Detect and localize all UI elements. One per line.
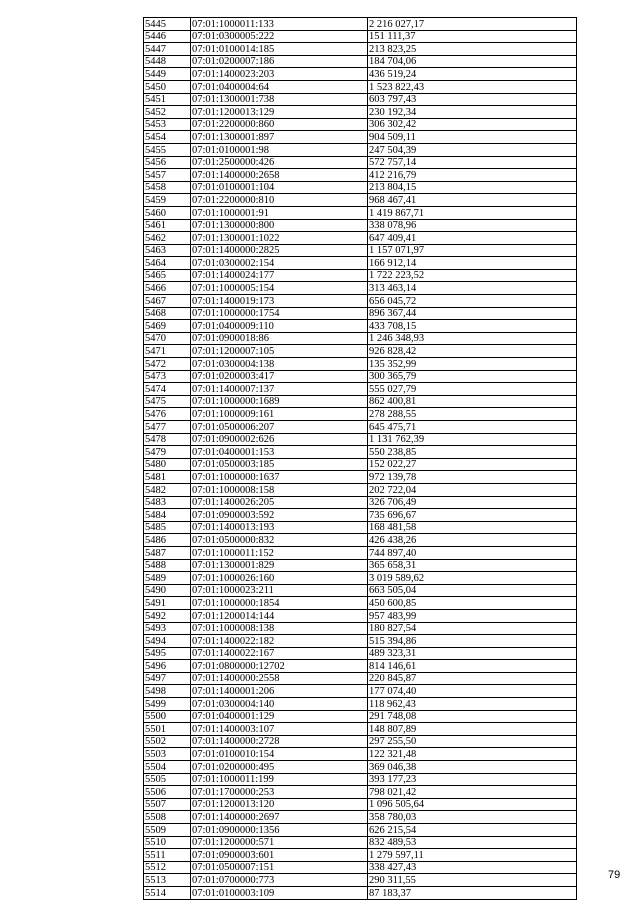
row-number-cell: 5467 bbox=[144, 295, 191, 308]
row-number-cell: 5491 bbox=[144, 597, 191, 610]
row-number-cell: 5470 bbox=[144, 332, 191, 345]
table-row bbox=[144, 169, 577, 182]
cadastral-number-cell: 07:01:1000000:1854 bbox=[191, 597, 368, 610]
cadastral-number-cell: 07:01:2500000:426 bbox=[191, 156, 368, 169]
row-number-cell: 5511 bbox=[144, 849, 191, 862]
cadastral-number-cell: 07:01:0400001:153 bbox=[191, 446, 368, 459]
row-number-cell: 5489 bbox=[144, 572, 191, 585]
table-row bbox=[144, 408, 577, 421]
cadastral-number-cell: 07:01:1000023:211 bbox=[191, 584, 368, 597]
table-row bbox=[144, 55, 577, 68]
cadastral-value-cell: 814 146,61 bbox=[368, 660, 577, 673]
row-number-cell: 5466 bbox=[144, 282, 191, 295]
cadastral-value-cell: 2 216 027,17 bbox=[368, 18, 577, 31]
cadastral-number-cell: 07:01:0500003:185 bbox=[191, 458, 368, 471]
row-number-cell: 5492 bbox=[144, 609, 191, 622]
cadastral-value-cell: 118 962,43 bbox=[368, 698, 577, 711]
cadastral-number-cell: 07:01:1200013:120 bbox=[191, 798, 368, 811]
page-number: 79 bbox=[608, 869, 621, 881]
cadastral-number-cell: 07:01:0300005:222 bbox=[191, 30, 368, 43]
table-row bbox=[144, 131, 577, 144]
table-row bbox=[144, 257, 577, 270]
cadastral-value-cell: 87 183,37 bbox=[368, 886, 577, 899]
cadastral-number-cell: 07:01:0900003:601 bbox=[191, 849, 368, 862]
cadastral-number-cell: 07:01:0100010:154 bbox=[191, 748, 368, 761]
cadastral-value-cell: 306 302,42 bbox=[368, 118, 577, 131]
row-number-cell: 5465 bbox=[144, 269, 191, 282]
cadastral-value-cell: 550 238,85 bbox=[368, 446, 577, 459]
cadastral-value-cell: 290 311,55 bbox=[368, 874, 577, 887]
row-number-cell: 5453 bbox=[144, 118, 191, 131]
table-row bbox=[144, 269, 577, 282]
table-row bbox=[144, 761, 577, 774]
cadastral-number-cell: 07:01:0200000:495 bbox=[191, 761, 368, 774]
row-number-cell: 5499 bbox=[144, 698, 191, 711]
table-row bbox=[144, 68, 577, 81]
row-number-cell: 5503 bbox=[144, 748, 191, 761]
cadastral-value-cell: 313 463,14 bbox=[368, 282, 577, 295]
cadastral-number-cell: 07:01:0300002:154 bbox=[191, 257, 368, 270]
cadastral-number-cell: 07:01:1300001:897 bbox=[191, 131, 368, 144]
cadastral-value-cell: 647 409,41 bbox=[368, 232, 577, 245]
cadastral-number-cell: 07:01:0300004:138 bbox=[191, 358, 368, 371]
row-number-cell: 5472 bbox=[144, 358, 191, 371]
cadastral-value-cell: 1 523 822,43 bbox=[368, 80, 577, 93]
cadastral-number-cell: 07:01:0800000:12702 bbox=[191, 660, 368, 673]
table-row bbox=[144, 295, 577, 308]
row-number-cell: 5477 bbox=[144, 421, 191, 434]
table-row bbox=[144, 886, 577, 899]
cadastral-value-cell: 1 722 223,52 bbox=[368, 269, 577, 282]
table-row bbox=[144, 483, 577, 496]
row-number-cell: 5496 bbox=[144, 660, 191, 673]
cadastral-number-cell: 07:01:0100001:98 bbox=[191, 143, 368, 156]
table-row bbox=[144, 698, 577, 711]
cadastral-value-cell: 291 748,08 bbox=[368, 710, 577, 723]
cadastral-value-cell: 369 046,38 bbox=[368, 761, 577, 774]
table-row bbox=[144, 219, 577, 232]
table-row bbox=[144, 748, 577, 761]
table-row bbox=[144, 345, 577, 358]
row-number-cell: 5464 bbox=[144, 257, 191, 270]
cadastral-number-cell: 07:01:1400000:2658 bbox=[191, 169, 368, 182]
cadastral-number-cell: 07:01:0200007:186 bbox=[191, 55, 368, 68]
row-number-cell: 5448 bbox=[144, 55, 191, 68]
table-row bbox=[144, 194, 577, 207]
cadastral-number-cell: 07:01:2200000:860 bbox=[191, 118, 368, 131]
row-number-cell: 5483 bbox=[144, 496, 191, 509]
row-number-cell: 5498 bbox=[144, 685, 191, 698]
cadastral-value-cell: 3 019 589,62 bbox=[368, 572, 577, 585]
row-number-cell: 5482 bbox=[144, 483, 191, 496]
row-number-cell: 5475 bbox=[144, 395, 191, 408]
table-row bbox=[144, 534, 577, 547]
cadastral-value-cell: 393 177,23 bbox=[368, 773, 577, 786]
row-number-cell: 5454 bbox=[144, 131, 191, 144]
table-row bbox=[144, 647, 577, 660]
cadastral-number-cell: 07:01:1200014:144 bbox=[191, 609, 368, 622]
table-row bbox=[144, 93, 577, 106]
table-row bbox=[144, 660, 577, 673]
table-row bbox=[144, 421, 577, 434]
row-number-cell: 5500 bbox=[144, 710, 191, 723]
cadastral-value-cell: 297 255,50 bbox=[368, 735, 577, 748]
cadastral-number-cell: 07:01:1300001:738 bbox=[191, 93, 368, 106]
table-row bbox=[144, 232, 577, 245]
table-row bbox=[144, 320, 577, 333]
cadastral-number-cell: 07:01:1000001:91 bbox=[191, 206, 368, 219]
cadastral-value-cell: 202 722,04 bbox=[368, 483, 577, 496]
cadastral-value-cell: 1 246 348,93 bbox=[368, 332, 577, 345]
table-row bbox=[144, 622, 577, 635]
cadastral-number-cell: 07:01:1000000:1637 bbox=[191, 471, 368, 484]
cadastral-number-cell: 07:01:0400009:110 bbox=[191, 320, 368, 333]
table-row bbox=[144, 546, 577, 559]
row-number-cell: 5449 bbox=[144, 68, 191, 81]
row-number-cell: 5455 bbox=[144, 143, 191, 156]
table-row bbox=[144, 723, 577, 736]
cadastral-value-cell: 489 323,31 bbox=[368, 647, 577, 660]
row-number-cell: 5445 bbox=[144, 18, 191, 31]
row-number-cell: 5461 bbox=[144, 219, 191, 232]
table-row bbox=[144, 358, 577, 371]
table-row bbox=[144, 118, 577, 131]
table-row bbox=[144, 206, 577, 219]
row-number-cell: 5497 bbox=[144, 672, 191, 685]
table-row bbox=[144, 685, 577, 698]
table-row bbox=[144, 874, 577, 887]
cadastral-value-cell: 1 131 762,39 bbox=[368, 433, 577, 446]
table-row bbox=[144, 307, 577, 320]
cadastral-value-cell: 166 912,14 bbox=[368, 257, 577, 270]
cadastral-value-cell: 1 419 867,71 bbox=[368, 206, 577, 219]
cadastral-number-cell: 07:01:1400000:2697 bbox=[191, 811, 368, 824]
table-row bbox=[144, 332, 577, 345]
row-number-cell: 5478 bbox=[144, 433, 191, 446]
cadastral-number-cell: 07:01:1300001:1022 bbox=[191, 232, 368, 245]
cadastral-number-cell: 07:01:1400007:137 bbox=[191, 383, 368, 396]
cadastral-number-cell: 07:01:1000005:154 bbox=[191, 282, 368, 295]
cadastral-number-cell: 07:01:1400003:107 bbox=[191, 723, 368, 736]
cadastral-value-cell: 957 483,99 bbox=[368, 609, 577, 622]
cadastral-number-cell: 07:01:1400023:203 bbox=[191, 68, 368, 81]
cadastral-number-cell: 07:01:0500006:207 bbox=[191, 421, 368, 434]
cadastral-value-cell: 1 279 597,11 bbox=[368, 849, 577, 862]
row-number-cell: 5481 bbox=[144, 471, 191, 484]
cadastral-value-cell: 735 696,67 bbox=[368, 509, 577, 522]
cadastral-value-cell: 1 096 505,64 bbox=[368, 798, 577, 811]
cadastral-value-cell: 832 489,53 bbox=[368, 836, 577, 849]
cadastral-value-cell: 904 509,11 bbox=[368, 131, 577, 144]
cadastral-number-cell: 07:01:1400019:173 bbox=[191, 295, 368, 308]
table-row bbox=[144, 710, 577, 723]
row-number-cell: 5502 bbox=[144, 735, 191, 748]
table-row bbox=[144, 458, 577, 471]
row-number-cell: 5493 bbox=[144, 622, 191, 635]
cadastral-value-cell: 436 519,24 bbox=[368, 68, 577, 81]
cadastral-number-cell: 07:01:0400001:129 bbox=[191, 710, 368, 723]
cadastral-value-cell: 926 828,42 bbox=[368, 345, 577, 358]
table-row bbox=[144, 849, 577, 862]
row-number-cell: 5508 bbox=[144, 811, 191, 824]
cadastral-number-cell: 07:01:1000008:138 bbox=[191, 622, 368, 635]
cadastral-number-cell: 07:01:0500007:151 bbox=[191, 861, 368, 874]
cadastral-value-cell: 338 078,96 bbox=[368, 219, 577, 232]
cadastral-number-cell: 07:01:1000026:160 bbox=[191, 572, 368, 585]
cadastral-value-cell: 426 438,26 bbox=[368, 534, 577, 547]
row-number-cell: 5484 bbox=[144, 509, 191, 522]
cadastral-value-cell: 450 600,85 bbox=[368, 597, 577, 610]
cadastral-number-cell: 07:01:1400022:167 bbox=[191, 647, 368, 660]
table-row bbox=[144, 383, 577, 396]
table-row bbox=[144, 496, 577, 509]
cadastral-value-cell: 663 505,04 bbox=[368, 584, 577, 597]
cadastral-value-cell: 412 216,79 bbox=[368, 169, 577, 182]
cadastral-number-cell: 07:01:1300001:829 bbox=[191, 559, 368, 572]
cadastral-number-cell: 07:01:0400004:64 bbox=[191, 80, 368, 93]
row-number-cell: 5505 bbox=[144, 773, 191, 786]
cadastral-number-cell: 07:01:1000008:158 bbox=[191, 483, 368, 496]
table-row bbox=[144, 824, 577, 837]
cadastral-number-cell: 07:01:1000000:1754 bbox=[191, 307, 368, 320]
cadastral-number-cell: 07:01:0100001:104 bbox=[191, 181, 368, 194]
row-number-cell: 5501 bbox=[144, 723, 191, 736]
row-number-cell: 5462 bbox=[144, 232, 191, 245]
row-number-cell: 5469 bbox=[144, 320, 191, 333]
cadastral-number-cell: 07:01:0900002:626 bbox=[191, 433, 368, 446]
cadastral-number-cell: 07:01:1200000:571 bbox=[191, 836, 368, 849]
cadastral-value-cell: 968 467,41 bbox=[368, 194, 577, 207]
cadastral-number-cell: 07:01:1200013:129 bbox=[191, 106, 368, 119]
table-row bbox=[144, 521, 577, 534]
table-row bbox=[144, 181, 577, 194]
row-number-cell: 5513 bbox=[144, 874, 191, 887]
cadastral-value-cell: 220 845,87 bbox=[368, 672, 577, 685]
cadastral-number-cell: 07:01:1000000:1689 bbox=[191, 395, 368, 408]
row-number-cell: 5514 bbox=[144, 886, 191, 899]
table-row bbox=[144, 395, 577, 408]
table-row bbox=[144, 572, 577, 585]
table-row bbox=[144, 433, 577, 446]
cadastral-number-cell: 07:01:1400024:177 bbox=[191, 269, 368, 282]
row-number-cell: 5494 bbox=[144, 635, 191, 648]
table-row bbox=[144, 811, 577, 824]
cadastral-number-cell: 07:01:1400000:2728 bbox=[191, 735, 368, 748]
cadastral-number-cell: 07:01:1300000:800 bbox=[191, 219, 368, 232]
cadastral-value-cell: 213 804,15 bbox=[368, 181, 577, 194]
cadastral-value-cell: 645 475,71 bbox=[368, 421, 577, 434]
cadastral-value-cell: 184 704,06 bbox=[368, 55, 577, 68]
table-row bbox=[144, 143, 577, 156]
cadastral-value-cell: 122 321,48 bbox=[368, 748, 577, 761]
table-row bbox=[144, 836, 577, 849]
cadastral-value-cell: 626 215,54 bbox=[368, 824, 577, 837]
table-row bbox=[144, 597, 577, 610]
cadastral-number-cell: 07:01:1000011:199 bbox=[191, 773, 368, 786]
cadastral-number-cell: 07:01:1000009:161 bbox=[191, 408, 368, 421]
cadastral-value-cell: 247 504,39 bbox=[368, 143, 577, 156]
row-number-cell: 5506 bbox=[144, 786, 191, 799]
row-number-cell: 5459 bbox=[144, 194, 191, 207]
cadastral-value-cell: 152 022,27 bbox=[368, 458, 577, 471]
cadastral-value-cell: 135 352,99 bbox=[368, 358, 577, 371]
table-body bbox=[144, 18, 577, 900]
cadastral-value-cell: 744 897,40 bbox=[368, 546, 577, 559]
row-number-cell: 5450 bbox=[144, 80, 191, 93]
cadastral-number-cell: 07:01:0100003:109 bbox=[191, 886, 368, 899]
cadastral-value-cell: 862 400,81 bbox=[368, 395, 577, 408]
cadastral-value-cell: 433 708,15 bbox=[368, 320, 577, 333]
row-number-cell: 5507 bbox=[144, 798, 191, 811]
cadastral-number-cell: 07:01:0700000:773 bbox=[191, 874, 368, 887]
table-row bbox=[144, 559, 577, 572]
cadastral-value-table bbox=[143, 17, 577, 900]
table-row bbox=[144, 370, 577, 383]
row-number-cell: 5468 bbox=[144, 307, 191, 320]
row-number-cell: 5471 bbox=[144, 345, 191, 358]
table-row bbox=[144, 43, 577, 56]
table-row bbox=[144, 635, 577, 648]
row-number-cell: 5452 bbox=[144, 106, 191, 119]
row-number-cell: 5479 bbox=[144, 446, 191, 459]
cadastral-number-cell: 07:01:1400026:205 bbox=[191, 496, 368, 509]
cadastral-value-cell: 300 365,79 bbox=[368, 370, 577, 383]
cadastral-value-cell: 338 427,43 bbox=[368, 861, 577, 874]
table-row bbox=[144, 786, 577, 799]
table-row bbox=[144, 798, 577, 811]
table-row bbox=[144, 773, 577, 786]
cadastral-value-cell: 213 823,25 bbox=[368, 43, 577, 56]
cadastral-value-cell: 572 757,14 bbox=[368, 156, 577, 169]
cadastral-number-cell: 07:01:1200007:105 bbox=[191, 345, 368, 358]
row-number-cell: 5490 bbox=[144, 584, 191, 597]
cadastral-value-cell: 230 192,34 bbox=[368, 106, 577, 119]
cadastral-number-cell: 07:01:0100014:185 bbox=[191, 43, 368, 56]
cadastral-value-cell: 326 706,49 bbox=[368, 496, 577, 509]
table-row bbox=[144, 18, 577, 31]
cadastral-number-cell: 07:01:0900018:86 bbox=[191, 332, 368, 345]
table-row bbox=[144, 735, 577, 748]
cadastral-number-cell: 07:01:0300004:140 bbox=[191, 698, 368, 711]
row-number-cell: 5476 bbox=[144, 408, 191, 421]
cadastral-value-cell: 896 367,44 bbox=[368, 307, 577, 320]
cadastral-number-cell: 07:01:1400013:193 bbox=[191, 521, 368, 534]
cadastral-number-cell: 07:01:1700000:253 bbox=[191, 786, 368, 799]
row-number-cell: 5457 bbox=[144, 169, 191, 182]
table-row bbox=[144, 106, 577, 119]
cadastral-value-cell: 798 021,42 bbox=[368, 786, 577, 799]
row-number-cell: 5474 bbox=[144, 383, 191, 396]
cadastral-value-cell: 656 045,72 bbox=[368, 295, 577, 308]
table-row bbox=[144, 861, 577, 874]
cadastral-number-cell: 07:01:1400001:206 bbox=[191, 685, 368, 698]
table-row bbox=[144, 584, 577, 597]
cadastral-value-cell: 177 074,40 bbox=[368, 685, 577, 698]
row-number-cell: 5458 bbox=[144, 181, 191, 194]
row-number-cell: 5504 bbox=[144, 761, 191, 774]
cadastral-number-cell: 07:01:1400022:182 bbox=[191, 635, 368, 648]
row-number-cell: 5473 bbox=[144, 370, 191, 383]
table-row bbox=[144, 244, 577, 257]
row-number-cell: 5463 bbox=[144, 244, 191, 257]
row-number-cell: 5485 bbox=[144, 521, 191, 534]
cadastral-number-cell: 07:01:0900000:1356 bbox=[191, 824, 368, 837]
cadastral-number-cell: 07:01:1000011:133 bbox=[191, 18, 368, 31]
cadastral-value-cell: 278 288,55 bbox=[368, 408, 577, 421]
row-number-cell: 5512 bbox=[144, 861, 191, 874]
row-number-cell: 5456 bbox=[144, 156, 191, 169]
cadastral-number-cell: 07:01:1400000:2558 bbox=[191, 672, 368, 685]
cadastral-number-cell: 07:01:1400000:2825 bbox=[191, 244, 368, 257]
row-number-cell: 5488 bbox=[144, 559, 191, 572]
cadastral-number-cell: 07:01:0200003:417 bbox=[191, 370, 368, 383]
table-row bbox=[144, 509, 577, 522]
cadastral-number-cell: 07:01:1000011:152 bbox=[191, 546, 368, 559]
table-row bbox=[144, 156, 577, 169]
table-row bbox=[144, 471, 577, 484]
table-row bbox=[144, 80, 577, 93]
cadastral-value-cell: 180 827,54 bbox=[368, 622, 577, 635]
cadastral-value-cell: 148 807,89 bbox=[368, 723, 577, 736]
cadastral-value-cell: 168 481,58 bbox=[368, 521, 577, 534]
cadastral-value-cell: 515 394,86 bbox=[368, 635, 577, 648]
cadastral-value-cell: 1 157 071,97 bbox=[368, 244, 577, 257]
table-row bbox=[144, 672, 577, 685]
cadastral-number-cell: 07:01:2200000:810 bbox=[191, 194, 368, 207]
table-row bbox=[144, 446, 577, 459]
table-row bbox=[144, 30, 577, 43]
row-number-cell: 5480 bbox=[144, 458, 191, 471]
cadastral-value-cell: 555 027,79 bbox=[368, 383, 577, 396]
table-row bbox=[144, 609, 577, 622]
cadastral-number-cell: 07:01:0900003:592 bbox=[191, 509, 368, 522]
cadastral-value-cell: 972 139,78 bbox=[368, 471, 577, 484]
table-row bbox=[144, 282, 577, 295]
cadastral-number-cell: 07:01:0500000:832 bbox=[191, 534, 368, 547]
row-number-cell: 5451 bbox=[144, 93, 191, 106]
row-number-cell: 5447 bbox=[144, 43, 191, 56]
row-number-cell: 5446 bbox=[144, 30, 191, 43]
cadastral-value-cell: 151 111,37 bbox=[368, 30, 577, 43]
row-number-cell: 5510 bbox=[144, 836, 191, 849]
cadastral-value-cell: 358 780,03 bbox=[368, 811, 577, 824]
row-number-cell: 5509 bbox=[144, 824, 191, 837]
row-number-cell: 5486 bbox=[144, 534, 191, 547]
row-number-cell: 5495 bbox=[144, 647, 191, 660]
row-number-cell: 5487 bbox=[144, 546, 191, 559]
cadastral-value-cell: 603 797,43 bbox=[368, 93, 577, 106]
cadastral-value-cell: 365 658,31 bbox=[368, 559, 577, 572]
row-number-cell: 5460 bbox=[144, 206, 191, 219]
